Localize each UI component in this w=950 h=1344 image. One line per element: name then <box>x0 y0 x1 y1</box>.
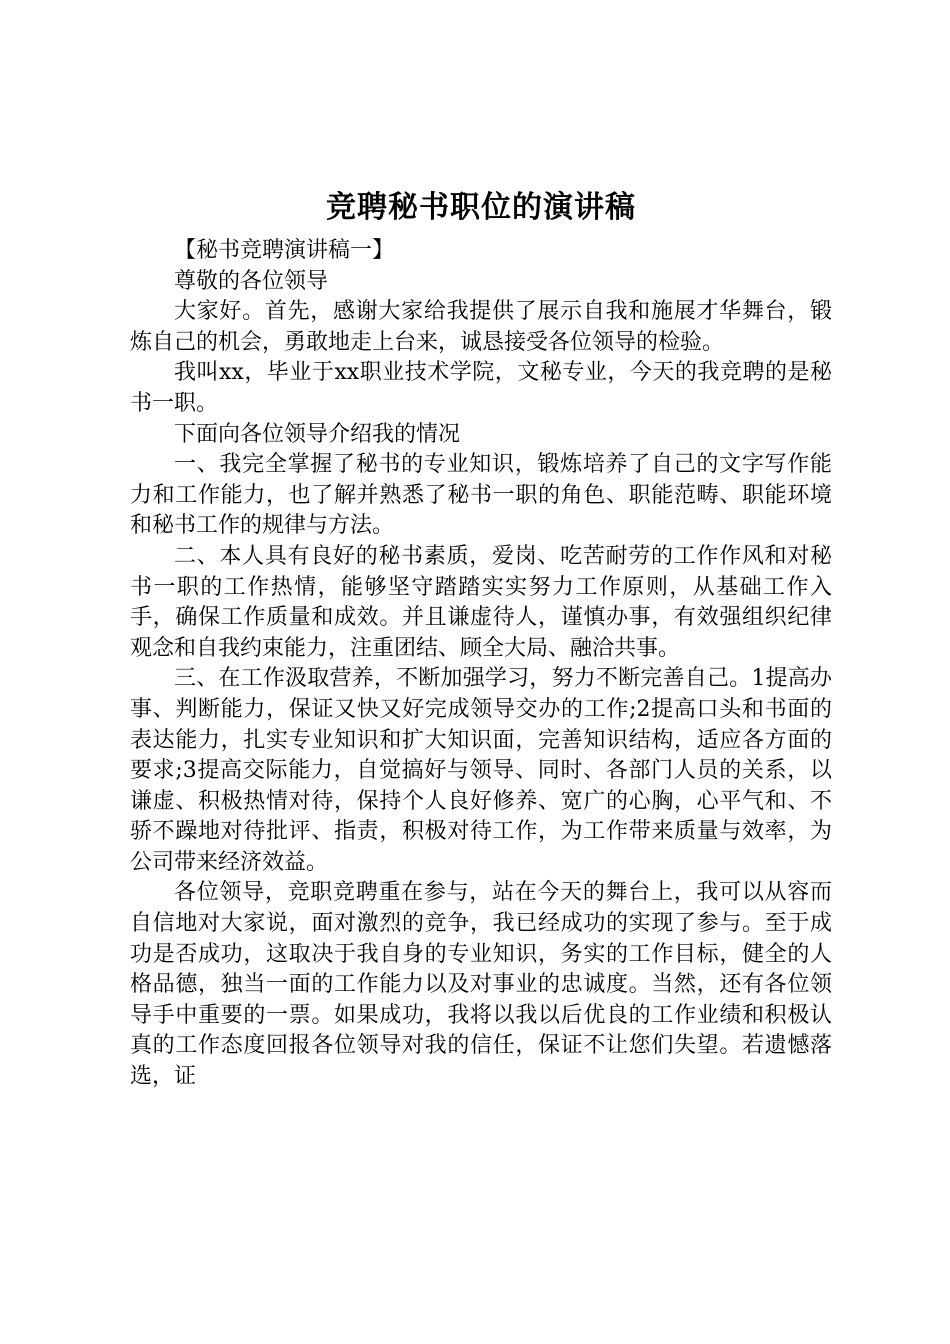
salutation: 尊敬的各位领导 <box>174 268 329 294</box>
paragraph-point-two: 二、本人具有良好的秘书素质，爱岗、吃苦耐劳的工作作风和对秘书一职的工作热情，能够坚守踏踏实实努力工作原则，从基础工作入手，确保工作质量和成效。并且谦虚待人，谨慎办事，有效强组织纪律观念和自我约束能力，注重团结、顾全大局、融洽共事。 <box>130 543 832 661</box>
paragraph-greeting: 大家好。首先，感谢大家给我提供了展示自我和施展才华舞台，锻炼自己的机会，勇敢地走上台来，诚恳接受各位领导的检验。 <box>130 299 832 355</box>
paragraph-closing: 各位领导，竞职竞聘重在参与，站在今天的舞台上，我可以从容而自信地对大家说，面对激烈的竞争，我已经成功的实现了参与。至于成功是否成功，这取决于我自身的专业知识，务实的工作目标，健全的人格品德，独当一面的工作能力以及对事业的忠诚度。当然，还有各位领导手中重要的一票。如果成功，我将以我以后优良的工作业绩和积极认真的工作态度回报各位领导对我的信任，保证不让您们失望。若遗憾落选，证 <box>130 880 832 1090</box>
paragraph-point-one: 一、我完全掌握了秘书的专业知识，锻炼培养了自己的文字写作能力和工作能力，也了解并熟悉了秘书一职的角色、职能范畴、职能环境和秘书工作的规律与方法。 <box>130 452 832 539</box>
paragraph-introduction: 我叫xx，毕业于xx职业技术学院，文秘专业，今天的我竞聘的是秘书一职。 <box>130 360 832 416</box>
paragraph-transition: 下面向各位领导介绍我的情况 <box>174 421 461 447</box>
section-heading: 【秘书竞聘演讲稿一】 <box>174 238 395 263</box>
document-page <box>130 186 832 1093</box>
document-title: 竞聘秘书职位的演讲稿 <box>326 190 636 225</box>
paragraph-point-three: 三、在工作汲取营养，不断加强学习，努力不断完善自己。1提高办事、判断能力，保证又快又好完成领导交办的工作;2提高口头和书面的表达能力，扎实专业知识和扩大知识面，完善知识结构，适应各方面的要求;3提高交际能力，自觉搞好与领导、同时、各部门人员的关系，以谦虚、积极热情对待，保持个人良好修养、宽广的心胸，心平气和、不骄不躁地对待批评、指责，积极对待工作，为工作带来质量与效率，为公司带来经济效益。 <box>130 666 832 875</box>
